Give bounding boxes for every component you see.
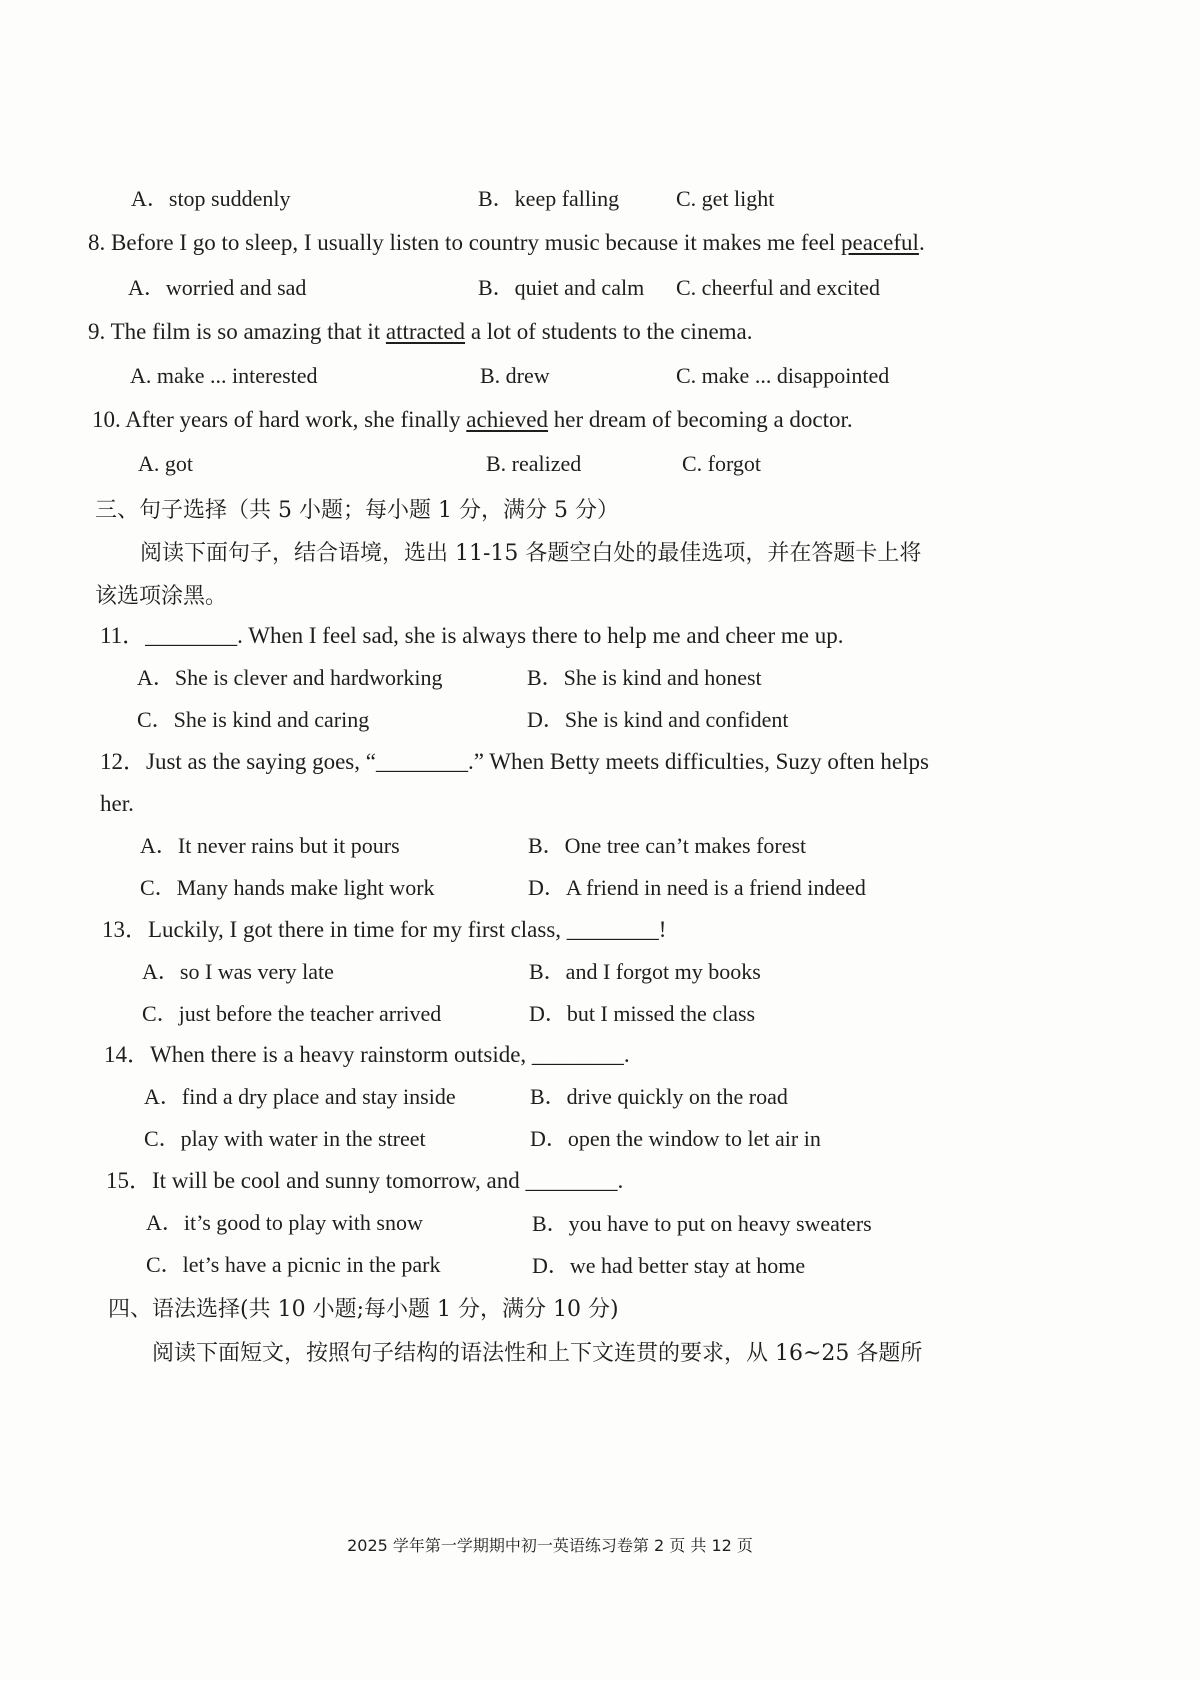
q11-option-c: C．She is kind and caring bbox=[137, 707, 370, 732]
q8-option-a: A．worried and sad bbox=[128, 275, 307, 300]
q15-option-c: C．let’s have a picnic in the park bbox=[146, 1252, 441, 1277]
q11-stem: 11．________. When I feel sad, she is always there to help me and cheer me up. bbox=[100, 623, 844, 648]
q9-stem-text: 9. The film is so amazing that it bbox=[88, 319, 386, 344]
section3-instructions-cont: 该选项涂黑。 bbox=[95, 584, 228, 609]
q12-option-b: B．One tree can’t makes forest bbox=[528, 833, 807, 858]
section4-title: 四、语法选择(共 10 小题;每小题 1 分，满分 10 分) bbox=[108, 1297, 619, 1322]
q9-option-a: A. make ... interested bbox=[130, 363, 318, 388]
q14-option-b: B．drive quickly on the road bbox=[530, 1084, 788, 1109]
q11-option-a: A．She is clever and hardworking bbox=[137, 665, 443, 690]
q10-underlined-word: achieved bbox=[466, 407, 549, 432]
q12-option-d: D．A friend in need is a friend indeed bbox=[528, 875, 866, 900]
q12-option-a: A．It never rains but it pours bbox=[140, 833, 400, 858]
q14-stem: 14．When there is a heavy rainstorm outside, ________. bbox=[104, 1042, 630, 1067]
q12-option-c: C．Many hands make light work bbox=[140, 875, 435, 900]
q10-stem bbox=[92, 405, 853, 435]
q9-option-b: B. drew bbox=[480, 363, 550, 388]
q8-stem-end: . bbox=[918, 230, 925, 255]
q11-option-b: B．She is kind and honest bbox=[527, 665, 762, 690]
q14-option-a: A．find a dry place and stay inside bbox=[144, 1084, 456, 1109]
q10-stem-end: her dream of becoming a doctor. bbox=[548, 407, 853, 432]
q13-option-d: D．but I missed the class bbox=[529, 1001, 756, 1026]
q8-option-b: B．quiet and calm bbox=[478, 275, 645, 300]
q10-option-a: A. got bbox=[138, 451, 193, 476]
q13-stem: 13．Luckily, I got there in time for my first class, ________! bbox=[102, 917, 667, 942]
q11-option-d: D．She is kind and confident bbox=[527, 707, 789, 732]
q15-stem: 15．It will be cool and sunny tomorrow, and ________. bbox=[106, 1168, 624, 1193]
q7-option-a: A．stop suddenly bbox=[131, 186, 291, 211]
q15-option-b: B．you have to put on heavy sweaters bbox=[532, 1211, 872, 1236]
q10-option-c: C. forgot bbox=[682, 451, 762, 476]
q14-option-c: C．play with water in the street bbox=[144, 1126, 426, 1151]
q8-stem-text: 8. Before I go to sleep, I usually listen to country music because it makes me feel bbox=[88, 230, 842, 255]
q9-stem bbox=[88, 317, 753, 347]
section3-instructions: 阅读下面句子，结合语境，选出 11-15 各题空白处的最佳选项，并在答题卡上将 bbox=[140, 541, 922, 566]
q10-stem-text: 10. After years of hard work, she finally bbox=[92, 407, 467, 432]
q12-stem: 12．Just as the saying goes, “________.” When Betty meets difficulties, Suzy often helps bbox=[100, 749, 929, 774]
q7-option-c: C. get light bbox=[676, 186, 775, 211]
q8-option-c: C. cheerful and excited bbox=[676, 275, 881, 300]
section4-instructions: 阅读下面短文，按照句子结构的语法性和上下文连贯的要求，从 16~25 各题所 bbox=[152, 1341, 923, 1366]
q8-underlined-word: peaceful bbox=[841, 230, 919, 255]
page-footer: 2025 学年第一学期期中初一英语练习卷第 2 页 共 12 页 bbox=[347, 1536, 753, 1555]
q12-stem-cont: her. bbox=[100, 791, 134, 816]
q9-option-c: C. make ... disappointed bbox=[676, 363, 890, 388]
section3-title: 三、句子选择（共 5 小题；每小题 1 分，满分 5 分） bbox=[95, 498, 619, 523]
q14-option-d: D．open the window to let air in bbox=[530, 1126, 821, 1151]
q7-option-b: B．keep falling bbox=[478, 186, 620, 211]
q8-stem bbox=[88, 228, 925, 258]
q13-option-a: A．so I was very late bbox=[142, 959, 334, 984]
q10-option-b: B. realized bbox=[486, 451, 582, 476]
q15-option-d: D．we had better stay at home bbox=[532, 1253, 806, 1278]
q9-underlined-word: attracted bbox=[385, 319, 466, 344]
q13-option-c: C．just before the teacher arrived bbox=[142, 1001, 442, 1026]
q9-stem-end: a lot of students to the cinema. bbox=[465, 319, 753, 344]
q15-option-a: A．it’s good to play with snow bbox=[146, 1210, 423, 1235]
q13-option-b: B．and I forgot my books bbox=[529, 959, 761, 984]
